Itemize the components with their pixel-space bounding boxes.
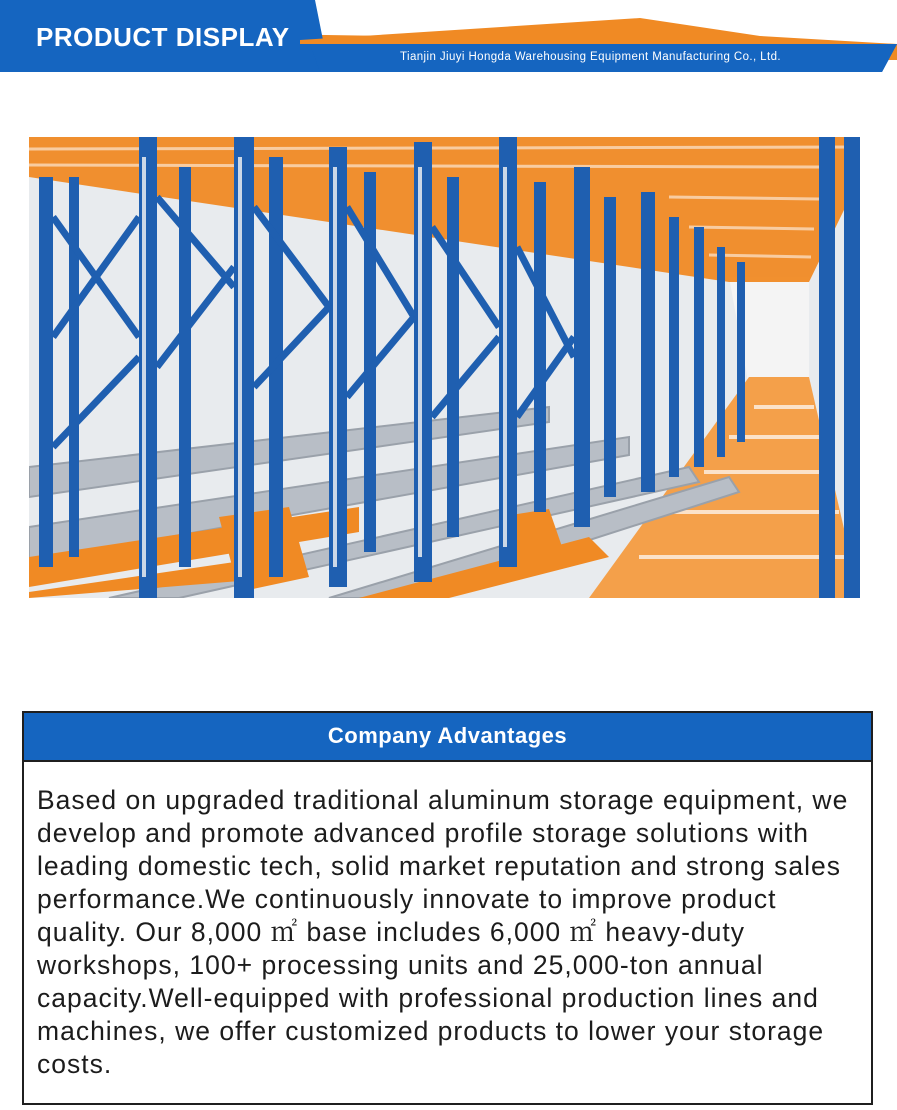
company-advantages-heading: Company Advantages: [24, 713, 871, 762]
page-title: PRODUCT DISPLAY: [36, 22, 290, 52]
header-banner: [0, 0, 897, 80]
company-advantages-panel: [22, 711, 873, 1105]
company-advantages-text: Based on upgraded traditional aluminum storage equipment, we develop and promote advanced profile storage solutions with leading domestic tech, solid market reputation and strong sales performance.We continuously innovate to improve product quality. Our 8,000 ㎡ base includes 6,000 ㎡ heavy-duty workshops, 100+ processing units and 25,000-ton annual capacity.Well-equipped with professional production lines and machines, we offer customized products to lower your storage costs.: [37, 785, 849, 1079]
company-name: Tianjin Jiuyi Hongda Warehousing Equipment Manufacturing Co., Ltd.: [400, 51, 781, 63]
shuttle-racking-image: [29, 137, 860, 598]
product-photo: [29, 137, 860, 598]
